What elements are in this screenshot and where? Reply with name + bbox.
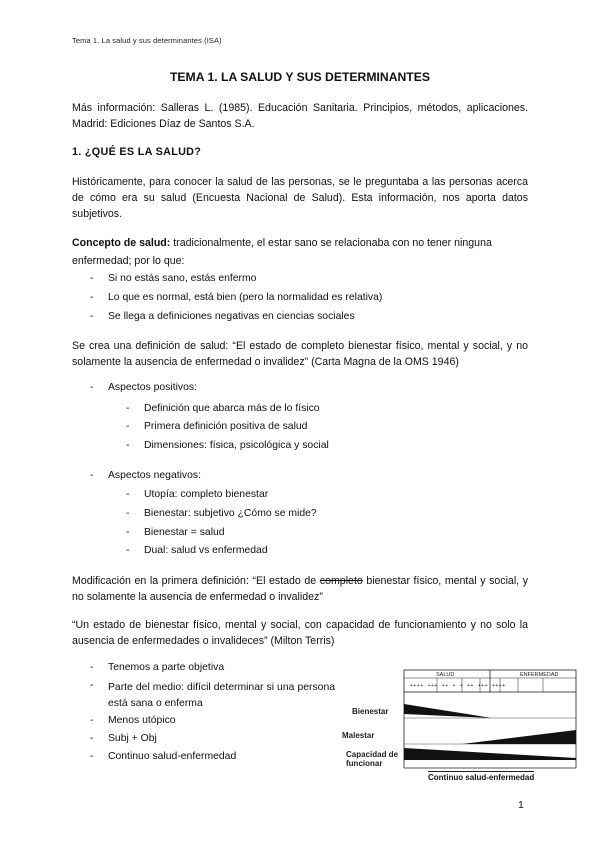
modification-paragraph: Modificación en la primera definición: “El estado de completo bienestar físico, mental y social, y no solamente la ausencia de enfermedad o invalidez” <box>72 575 529 603</box>
page-header: Tema 1. La salud y sus determinantes (ISA) <box>72 36 222 45</box>
health-continuum-figure <box>342 664 578 788</box>
bienestar-wedge <box>404 704 492 718</box>
row-label-bienestar: Bienestar <box>352 707 389 716</box>
capacidad-wedge <box>404 748 576 760</box>
struck-word: completo <box>319 575 363 587</box>
oms-definition-paragraph: Se crea una definición de salud: “El estado de completo bienestar físico, mental y social, y no solamente la ausencia de enfermedad o invalidez” (Carta Magna de la OMS 1946) <box>72 340 528 368</box>
salud-header: SALUD <box>436 672 455 678</box>
terris-paragraph: “Un estado de bienestar físico, mental y social, con capacidad de funcionamiento y no solo la ausencia de enfermedades o invalideces” (Milton Terris) <box>72 619 528 647</box>
concept-label: Concepto de salud: <box>72 237 171 249</box>
concept-text: tradicionalmente, el estar sano se relacionaba con no tener ninguna <box>170 237 492 249</box>
plus-scale: ++++ +++ ++ + + ++ +++ ++++ <box>410 683 506 689</box>
concept-text-continued: enfermedad; por lo que: <box>72 255 185 267</box>
concept-paragraph <box>72 234 528 270</box>
malestar-wedge <box>462 730 576 744</box>
row-label-capacidad: Capacidad de funcionar <box>346 750 399 768</box>
enfermedad-header: ENFERMEDAD <box>520 672 559 678</box>
page-number: 1 <box>518 799 524 811</box>
historical-paragraph: Históricamente, para conocer la salud de las personas, se le preguntaba a las personas acerca de cómo era su salud (Encuesta Nacional de Salud). Esta información, nos aporta datos subjetivos. <box>72 176 528 220</box>
section-heading: 1. ¿QUÉ ES LA SALUD? <box>72 146 202 158</box>
document-title: TEMA 1. LA SALUD Y SUS DETERMINANTES <box>169 70 431 84</box>
more-info-paragraph: Más información: Salleras L. (1985). Educación Sanitaria. Principios, métodos, aplicaciones. Madrid: Ediciones Díaz de Santos S.A. <box>72 102 528 130</box>
row-label-malestar: Malestar <box>342 731 375 740</box>
figure-caption: Continuo salud-enfermedad <box>428 773 535 782</box>
